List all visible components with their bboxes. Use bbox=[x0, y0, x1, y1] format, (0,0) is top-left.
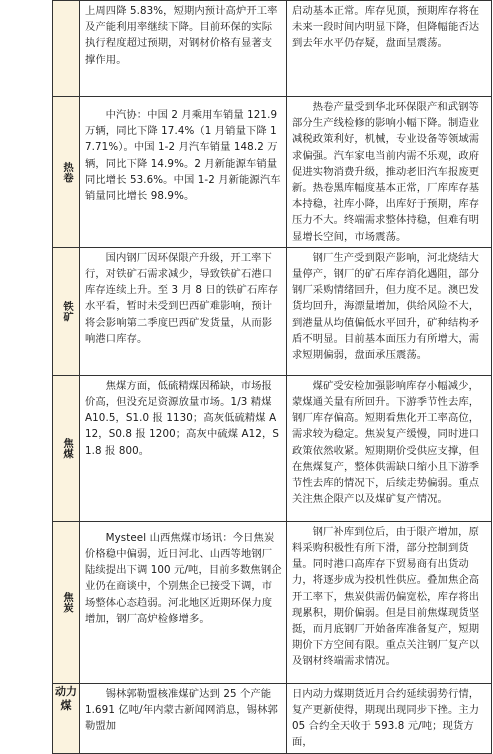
category-cell-hot-coil: 热卷 bbox=[53, 97, 80, 248]
news-cell bbox=[80, 247, 287, 375]
table-row-continued bbox=[53, 1, 492, 97]
table-row-coke bbox=[53, 521, 492, 683]
news-text: Mysteel 山西焦煤市场讯：今日焦炭价格稳中偏弱，近日河北、山西等地钢厂陆续提出下调 100 元/吨，目前多数焦钢企业仍在商谈中，个别焦企已接受下调，市场整体心态趋弱。河北地区近期环保力度增加，钢厂高炉检修增多。 bbox=[85, 531, 282, 625]
table-row-coking-coal bbox=[53, 375, 492, 521]
analysis-text: 日内动力煤期货近月合约延续弱势行情，复产更新使得，期现出现同步下挫。主力 05 合约全天收于 593.8 元/吨；现货方面， bbox=[292, 687, 480, 749]
news-text: 中汽协：中国 2 月乘用车销量 121.9 万辆，同比下降 17.4%（1 月销量下降 17.71%）。中国 1-2 月汽车销量 148.2 万辆，同比下降 14.9%。2 月新能源车销量同比增长 53.6%。中国 1-2 月新能源汽车销量同比增长 98.9%。 bbox=[85, 109, 281, 203]
analysis-text: 钢厂补库到位后，由于限产增加，原料采购积极性有所下滑，部分控制到货量。同时港口高库存下贸易商有出货动力，将逐步成为投机性供应。叠加焦企高开工率下，焦炭供需仍偏宽松，库存将出现累积，期价偏弱。但是目前焦煤现货坚挺，而月底钢厂开始备库准备复产，短期期价下方空间有限。重点关注钢厂复产以及钢材终端需求情况。 bbox=[292, 525, 480, 668]
table-row-hot-coil bbox=[53, 97, 492, 248]
table-row-iron-ore bbox=[53, 247, 492, 375]
analysis-cell bbox=[287, 247, 492, 375]
table-row-thermal-coal bbox=[53, 683, 492, 753]
news-text: 焦煤方面，低硫精煤因稀缺，市场报价高，但没充足资源放量市场。1/3 精煤 A10.5，S1.0 报 1130；高灰低硫精煤 A12，S0.8 报 1200；高灰中硫煤 A12，S1.8 报 800。 bbox=[85, 379, 279, 457]
analysis-text: 钢厂生产受到限产影响，河北烧结大量停产，钢厂的矿石库存消化遇阻，部分钢厂采购情绪回升，但力度不足。澳巴发货均回升，海漂量增加，供给风险不大，到港量从均值偏低水平回升，矿种结构矛盾不明显。目前基本面压力有所增大，需求短期偏弱，盘面承压震荡。 bbox=[292, 251, 480, 362]
news-cell bbox=[80, 683, 287, 753]
analysis-text: 热卷产量受到华北环保限产和武钢等部分生产线检修的影响小幅下降。制造业减税政策利好，机械，专业设备等领域需求偏强。汽车家电当前内需不乐观，政府促进实物消费升级，推动老旧汽车报废更新。热卷黑库幅度基本正常，厂库库存基本持稳，社库小降，出库好于预期，库存压力不大。终端需求整体持稳，但难有明显增长空间，市场震荡。 bbox=[292, 101, 480, 243]
news-cell bbox=[80, 375, 287, 521]
news-cell bbox=[80, 97, 287, 248]
analysis-cell bbox=[287, 375, 492, 521]
analysis-text: 煤矿受安检加强影响库存小幅减少，蒙煤通关量有所回升。下游季节性去库，钢厂库存偏高。短期看焦化开工率高位，需求较为稳定。焦炭复产缓慢，同时进口政策依然收紧。短期期价受供应支撑，但在焦煤复产，整体供需缺口缩小且下游季节性去库的情况下，后续走势偏弱。重点关注焦企限产以及煤矿复产情况。 bbox=[292, 379, 480, 506]
analysis-cell bbox=[287, 683, 492, 753]
commodity-table bbox=[52, 0, 492, 754]
category-cell-iron-ore: 铁矿 bbox=[53, 247, 80, 375]
analysis-cell: 启动基本正常。库存见顶，预期库存将在未来一段时间内明显下降，但降幅能否达到去年水平仍存疑，盘面呈震荡。 bbox=[287, 1, 492, 97]
news-cell bbox=[80, 521, 287, 683]
category-cell-empty bbox=[53, 1, 80, 97]
news-text: 锡林郭勒盟核准煤矿达到 25 个产能 1.691 亿吨/年内蒙古新闻网消息，锡林郭勒盟加 bbox=[85, 687, 278, 733]
category-cell-coke: 焦炭 bbox=[53, 521, 80, 683]
analysis-cell bbox=[287, 97, 492, 248]
category-cell-coking-coal: 焦煤 bbox=[53, 375, 80, 521]
analysis-cell bbox=[287, 521, 492, 683]
news-text: 国内钢厂因环保限产升级，开工率下行，对铁矿石需求减少，导致铁矿石港口库存连续上升。至 3 月 8 日的铁矿石库存水平看，暂时未受到巴西矿难影响，预计将会影响第二季度巴西矿发货量，从而影响港口库存。 bbox=[85, 251, 279, 345]
news-cell: 上周四降 5.83%，短期内预计高炉开工率及产能利用率继续下降。目前环保的实际执行程度超过预期，对钢材价格有显著支撑作用。 bbox=[80, 1, 287, 97]
category-cell-thermal-coal: 动力煤 bbox=[53, 683, 80, 753]
